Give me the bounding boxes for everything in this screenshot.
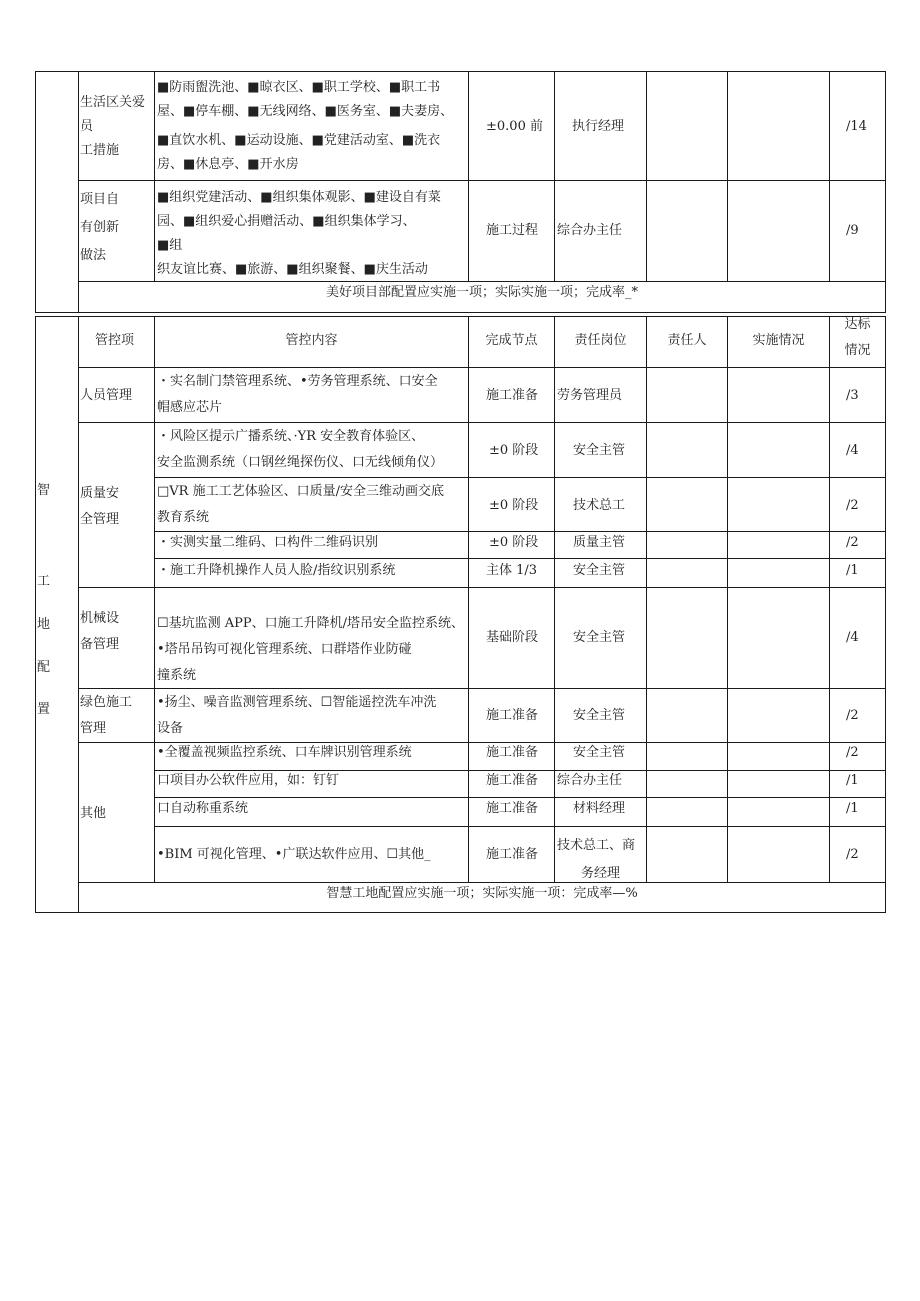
content-cell: 口自动称重系统 — [157, 801, 249, 816]
rule — [79, 281, 886, 282]
content-cell: 口项目办公软件应用，如：钉钉 — [157, 773, 340, 788]
node-cell: 施工准备 — [486, 708, 539, 723]
rule — [829, 71, 830, 281]
node-cell: 施工准备 — [486, 773, 539, 788]
category-other: 其他 — [80, 806, 107, 821]
rule — [154, 797, 886, 798]
content-cell: •全覆盖视频监控系统、口车牌识别管理系统 — [157, 745, 412, 760]
node-cell: 施工过程 — [486, 223, 539, 238]
category-machinery: 机械设 备管理 — [80, 611, 120, 652]
content-cell: ・实名制门禁管理系统、•劳务管理系统、口安全 帽感应芯片 — [157, 374, 438, 415]
node-cell: 施工准备 — [486, 745, 539, 760]
rule — [554, 316, 555, 882]
post-cell: 技术总工 — [573, 498, 626, 513]
post-cell: 质量主管 — [573, 535, 626, 550]
category-cell: 项目自 有创新 做法 — [80, 192, 120, 263]
post-cell: 安全主管 — [573, 745, 626, 760]
rule — [79, 180, 886, 181]
score-cell: /2 — [846, 498, 859, 513]
score-cell: /2 — [846, 535, 859, 550]
rule — [885, 71, 886, 312]
header-standard: 达标 情况 — [844, 317, 871, 358]
rule — [154, 477, 886, 478]
rule — [79, 882, 886, 883]
header-person: 责任人 — [667, 333, 707, 348]
rule — [79, 367, 886, 368]
content-cell: ・实测实量二维码、口构件二维码识别 — [157, 535, 379, 550]
post-cell: 综合办主任 — [557, 773, 623, 788]
header-node: 完成节点 — [485, 333, 538, 348]
category-personnel: 人员管理 — [80, 388, 133, 403]
header-item: 管控项 — [95, 333, 135, 348]
score-cell: /2 — [846, 708, 859, 723]
node-cell: 施工准备 — [486, 847, 539, 862]
content-cell: ・风险区提示广播系统、·YR 安全教育体验区、 安全监测系统（口钢丝绳探伤仪、口无线倾角仪） — [157, 429, 444, 470]
node-cell: ±0 阶段 — [489, 535, 539, 550]
node-cell: 主体 1/3 — [486, 563, 538, 578]
node-cell: ±0 阶段 — [489, 443, 539, 458]
rule — [468, 71, 469, 281]
rule — [468, 316, 469, 882]
content-cell: ☐基坑监测 APP、口施工升降机/塔吊安全监控系统、 •塔吊吊钩可视化管理系统、口群塔作业防碰 撞系统 — [157, 616, 465, 683]
node-cell: ±0 阶段 — [489, 498, 539, 513]
header-content: 管控内容 — [285, 333, 338, 348]
content-cell: •BIM 可视化管理、•广联达软件应用、☐其他_ — [157, 847, 431, 862]
score-cell: /1 — [846, 563, 859, 578]
node-cell: 基础阶段 — [486, 630, 539, 645]
post-cell: 执行经理 — [572, 119, 625, 134]
content-cell: ・施工升降机操作人员人脸/指纹识别系统 — [157, 563, 396, 578]
score-cell: /2 — [846, 847, 859, 862]
score-cell: /1 — [846, 801, 859, 816]
side-label-char: 置 — [37, 702, 51, 717]
node-cell: 施工准备 — [486, 388, 539, 403]
score-cell: /1 — [846, 773, 859, 788]
category-cell: 生活区关爱 员 工措施 — [80, 95, 146, 158]
category-green: 绿色施工 管理 — [80, 695, 133, 736]
rule — [79, 422, 886, 423]
score-cell: /9 — [846, 223, 859, 238]
rule — [829, 316, 830, 882]
content-cell: □VR 施工工艺体验区、口质量/安全三维动画交底 教育系统 — [157, 484, 444, 525]
post-cell: 安全主管 — [573, 630, 626, 645]
rule — [35, 316, 36, 913]
side-label-char: 地 — [37, 617, 51, 632]
rule — [35, 71, 886, 72]
rule — [78, 316, 79, 913]
rule — [885, 316, 886, 913]
score-cell: /2 — [846, 745, 859, 760]
summary-row: 美好项目部配置应实施一项；实际实施一项；完成率_* — [325, 285, 638, 300]
rule — [154, 826, 886, 827]
score-cell: /4 — [846, 630, 859, 645]
post-cell: 安全主管 — [573, 563, 626, 578]
rule — [727, 316, 728, 882]
node-cell: 施工准备 — [486, 801, 539, 816]
category-quality: 质量安 全管理 — [80, 486, 120, 527]
post-cell: 材料经理 — [573, 801, 626, 816]
post-cell: 安全主管 — [573, 708, 626, 723]
content-cell: ■组织党建活动、■组织集体观影、■建设自有菜 园、■组织爱心捐赠活动、■组织集体学习、 ■组 织友谊比赛、■旅游、■组织聚餐、■庆生活动 — [157, 190, 441, 277]
score-cell: /14 — [846, 119, 867, 134]
rule — [78, 71, 79, 312]
node-cell: ±0.00 前 — [486, 119, 543, 134]
header-status: 实施情况 — [752, 333, 805, 348]
post-cell: 劳务管理员 — [557, 388, 623, 403]
content-cell: ■防雨盥洗池、■晾衣区、■职工学校、■职工书 屋、■停车棚、■无线网络、■医务室、■夫妻房、 ■直饮水机、■运动设施、■党建活动室、■洗衣 房、■休息亭、■开水房 — [157, 80, 454, 172]
score-cell: /4 — [846, 443, 859, 458]
rule — [646, 71, 647, 281]
summary-row: 智慧工地配置应实施一项；实际实施一项：完成率—% — [326, 886, 638, 901]
rule — [154, 71, 155, 281]
rule — [35, 912, 886, 913]
content-cell: •扬尘、噪音监测管理系统、☐智能遥控洗车冲洗 设备 — [157, 695, 437, 736]
post-cell: 安全主管 — [573, 443, 626, 458]
rule — [154, 316, 155, 882]
side-label-char: 配 — [37, 660, 51, 675]
side-label-char: 工 — [37, 574, 51, 589]
post-cell: 综合办主任 — [557, 223, 623, 238]
post-cell: 技术总工、商 务经理 — [557, 838, 636, 881]
rule — [554, 71, 555, 281]
header-post: 责任岗位 — [574, 333, 627, 348]
score-cell: /3 — [846, 388, 859, 403]
side-label-char: 智 — [37, 483, 51, 498]
rule — [646, 316, 647, 882]
rule — [154, 558, 886, 559]
rule — [154, 531, 886, 532]
rule — [35, 316, 886, 317]
rule — [79, 587, 886, 588]
rule — [35, 312, 886, 313]
rule — [727, 71, 728, 281]
rule — [35, 71, 36, 312]
